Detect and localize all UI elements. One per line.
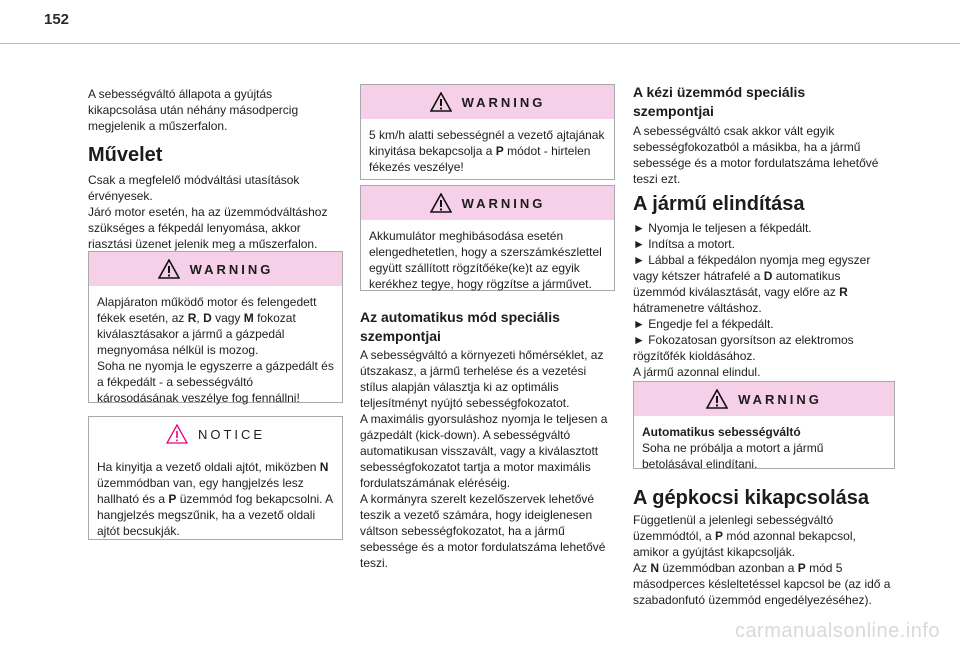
step-6: A jármű azonnal elindul. [633, 365, 761, 379]
gear-p: P [495, 144, 504, 158]
gear-d: D [203, 311, 212, 325]
warning-body [89, 286, 342, 414]
notice-box [88, 416, 343, 540]
gear-r: R [187, 311, 197, 325]
notice-title: NOTICE [197, 426, 266, 442]
warning-box-1 [88, 251, 343, 403]
step-5: ► Fokozatosan gyorsítson az elektromos rögzítőfék kioldásához. [633, 333, 854, 363]
warning-box-4 [633, 381, 895, 469]
notice-body [89, 451, 342, 547]
notice-header [89, 417, 342, 451]
auto-mode-paragraph [360, 347, 615, 571]
top-divider [0, 43, 960, 44]
notice-text: üzemmódban van, egy hangjelzés lesz hallható és a [97, 476, 304, 506]
switch-off-text: Függetlenül a jelenlegi sebességváltó üzemmódtól, a [633, 513, 834, 543]
warning-title: WARNING [461, 94, 546, 110]
gear-p: P [715, 529, 724, 543]
gear-n: N [650, 561, 660, 575]
step-3-text: automatikus üzemmód kiválasztását, vagy előre az [633, 269, 841, 299]
notice-triangle-icon [166, 424, 188, 444]
gear-r: R [839, 285, 848, 299]
watermark: carmanualsonline.info [734, 620, 940, 642]
warning-triangle-icon [158, 259, 180, 279]
warning-header [361, 85, 614, 119]
switch-off-text: mód 5 másodperces késleltetéssel kapcsol be (az idő a szabadonfutó üzemmód engedélyezéséhez). [633, 561, 891, 607]
manual-mode-paragraph: A sebességváltó csak akkor vált egyik sebességfokozatból a másikba, ha a jármű sebessége és a motor fordulatszáma lehetővé teszi ezt. [633, 124, 879, 186]
warning-header [634, 382, 894, 416]
step-1: ► Nyomja le teljesen a fékpedált. [633, 221, 812, 235]
gear-n: N [319, 460, 329, 474]
step-2: ► Indítsa a motort. [633, 237, 735, 251]
warning-text: , [196, 311, 204, 325]
warning-title: WARNING [189, 261, 274, 277]
gear-p: P [797, 561, 806, 575]
warning-box-3 [360, 185, 615, 291]
switch-off-text: mód azonnal bekapcsol, amikor a gyújtást kikapcsolják. [633, 529, 856, 559]
heading-switch-off: A gépkocsi kikapcsolása [633, 487, 870, 509]
step-3 [633, 253, 870, 315]
step-3-text: ► Lábbal a fékpedálon nyomja meg egyszer vagy kétszer hátrafelé a [633, 253, 871, 283]
warning-body: Akkumulátor meghibásodása esetén elengedhetetlen, hogy a szerszámkészlettel együtt szállított rögzítőéke(ke)t az egyik kerékhez tegye, hogy rögzítse a járművet. [369, 229, 602, 291]
warning-bold-title: Automatikus sebességváltó [642, 425, 801, 439]
heading-auto-mode: Az automatikus mód speciális szempontjai [360, 309, 560, 344]
warning-box-2 [360, 84, 615, 180]
heading-operation: Művelet [88, 144, 163, 166]
page-number: 152 [44, 11, 70, 28]
warning-text: vagy [211, 311, 244, 325]
intro-paragraph: A sebességváltó állapota a gyújtás kikapcsolása után néhány másodpercig megjelenik a műszerfalon. [88, 87, 299, 133]
warning-triangle-icon [430, 193, 452, 213]
warning-title: WARNING [738, 391, 822, 407]
warning-text: 5 km/h alatti sebességnél a vezető ajtajának kinyitása bekapcsolja a [369, 128, 605, 158]
warning-text: Soha ne próbálja a motort a jármű betolásával elindítani. [642, 441, 824, 471]
warning-text: Alapjáraton működő motor és felengedett fékek esetén, az [97, 295, 317, 325]
operation-line-1: Csak a megfelelő módváltási utasítások érvényesek. [88, 173, 300, 203]
auto-mode-line-1: A sebességváltó a környezeti hőmérséklet, az útszakasz, a jármű terhelése és a vezetési stílus alapján választja ki az optimális teljesítményt nyújtó sebességfokozatot. [360, 348, 604, 410]
gear-p: P [168, 492, 177, 506]
step-3-text: hátramenetre váltáshoz. [633, 301, 762, 315]
warning-title: WARNING [461, 195, 546, 211]
heading-start-vehicle: A jármű elindítása [633, 193, 805, 215]
operation-paragraph [88, 172, 343, 252]
warning-header [89, 252, 342, 286]
gear-m: M [243, 311, 254, 325]
auto-mode-line-2: A maximális gyorsuláshoz nyomja le teljesen a gázpedált (kick-down). A sebességváltó automatikusan visszavált, vagy a kiválasztott sebességfokozatot tartja a motor maximális fordulatszámának eléréséig. [360, 412, 608, 490]
step-4: ► Engedje fel a fékpedált. [633, 317, 774, 331]
warning-text: Soha ne nyomja le egyszerre a gázpedált és a fékpedált - a sebességváltó károsodásának veszélye fog fennállni! [97, 359, 334, 405]
warning-text: fokozat kiválasztásakor a jármű a gázpedál megnyomása nélkül is mozog. [97, 311, 296, 357]
warning-triangle-icon [706, 389, 728, 409]
gear-d: D [763, 269, 773, 283]
operation-line-2: Járó motor esetén, ha az üzemmódváltáshoz szükséges a fékpedál lenyomása, akkor riasztási üzenet jelenik meg a műszerfalon. [88, 205, 328, 251]
warning-text: módot - hirtelen fékezés veszélye! [369, 144, 591, 174]
notice-text: Ha kinyitja a vezető oldali ajtót, miközben [97, 460, 320, 474]
switch-off-text: Az [633, 561, 651, 575]
heading-manual-mode: A kézi üzemmód speciális szempontjai [633, 84, 806, 119]
auto-mode-line-3: A kormányra szerelt kezelőszervek lehetővé teszik a vezető számára, hogy ideiglenesen váltson sebességfokozatot, ha a jármű sebessége és a motor fordulatszáma lehetővé teszi. [360, 492, 606, 570]
warning-triangle-icon [430, 92, 452, 112]
warning-body [634, 416, 894, 480]
switch-off-paragraph [633, 512, 895, 608]
warning-body [361, 119, 614, 183]
warning-header [361, 186, 614, 220]
switch-off-text: üzemmódban azonban a [659, 561, 798, 575]
notice-text: üzemmód fog bekapcsolni. A hangjelzés megszűnik, ha a vezető oldali ajtót becsukják. [97, 492, 333, 538]
start-steps [633, 220, 895, 380]
